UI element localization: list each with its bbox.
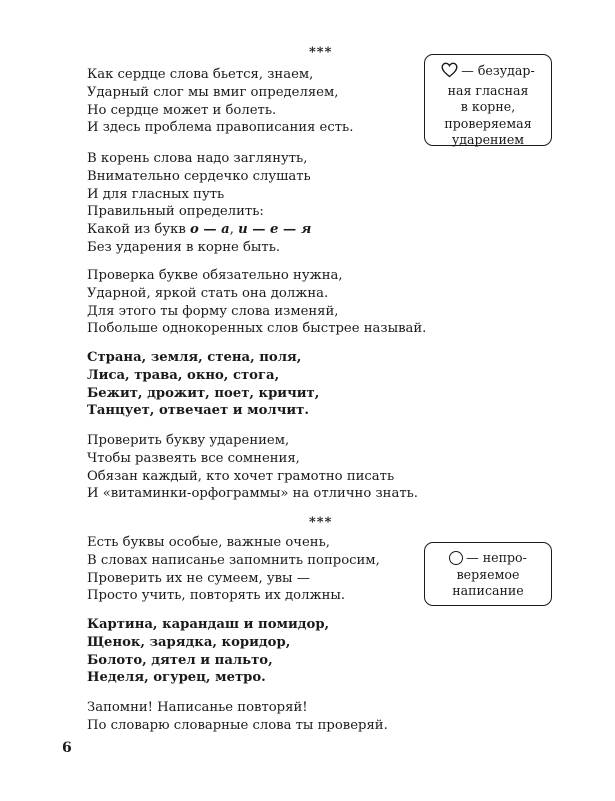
word-list-line: Страна, земля, стена, поля, bbox=[87, 350, 302, 365]
legend-text: написание bbox=[452, 583, 524, 599]
poem-line: В словах написанье запомнить попросим, bbox=[87, 552, 380, 568]
legend-text: ная гласная bbox=[447, 82, 529, 98]
vowel-e: е bbox=[270, 222, 279, 238]
vowel-i: и bbox=[238, 222, 248, 238]
poem-line: Без ударения в корне быть. bbox=[87, 239, 281, 255]
vowel-o: о bbox=[189, 222, 199, 238]
poem2-stanza1 bbox=[87, 534, 380, 605]
word-list-line: Бежит, дрожит, поет, кричит, bbox=[87, 385, 320, 401]
word-list-line: Неделя, огурец, метро. bbox=[87, 670, 266, 686]
circle-icon bbox=[449, 551, 463, 565]
poem-line: Проверить их не сумеем, увы — bbox=[87, 570, 310, 586]
poem1-stanza1 bbox=[87, 66, 353, 137]
poem-line: В корень слова надо заглянуть, bbox=[87, 151, 308, 166]
word-list-line: Картина, карандаш и помидор, bbox=[87, 617, 330, 632]
poem-line: По словарю словарные слова ты проверяй. bbox=[87, 717, 388, 733]
poem-line: Побольше однокоренных слов быстрее называй. bbox=[87, 321, 427, 337]
legend-text: проверяемая bbox=[444, 115, 532, 131]
poem1-stanza4-word-list bbox=[87, 349, 319, 420]
word-list-line: Лиса, трава, окно, стога, bbox=[87, 367, 280, 383]
poem-line: Ударный слог мы вмиг определяем, bbox=[87, 84, 339, 100]
poem2-stanza2-word-list bbox=[87, 616, 329, 687]
poem-line: Внимательно сердечко слушать bbox=[87, 168, 311, 184]
poem-line: И для гласных путь bbox=[87, 186, 225, 202]
legend-text: в корне, bbox=[460, 99, 516, 115]
dash: — bbox=[198, 222, 222, 238]
legend-heart-first-line bbox=[425, 62, 551, 83]
legend-text: ударением bbox=[451, 132, 525, 148]
legend-circle-box bbox=[424, 542, 552, 606]
poem-line: Ударной, яркой стать она должна. bbox=[87, 285, 329, 301]
section-separator-2: *** bbox=[309, 515, 333, 530]
poem-line: Есть буквы особые, важные очень, bbox=[87, 535, 330, 550]
heart-icon bbox=[441, 62, 458, 83]
poem-line: Чтобы развеять все сомнения, bbox=[87, 450, 300, 466]
dash: — bbox=[247, 222, 271, 238]
poem-line: Обязан каждый, кто хочет грамотно писать bbox=[87, 468, 395, 484]
vowel-ya: я bbox=[300, 222, 312, 238]
poem1-stanza2 bbox=[87, 150, 311, 257]
word-list-line: Танцует, отвечает и молчит. bbox=[87, 403, 309, 419]
line-prefix: Какой из букв bbox=[87, 222, 190, 238]
legend-text: — безудар- bbox=[461, 63, 535, 78]
poem-line: Проверить букву ударением, bbox=[87, 433, 290, 448]
poem2-stanza3 bbox=[87, 699, 388, 735]
poem-line: Для этого ты форму слова изменяй, bbox=[87, 303, 339, 319]
poem-line-vowel-pairs bbox=[87, 221, 311, 239]
section-separator-1: *** bbox=[309, 45, 333, 60]
dash: — bbox=[278, 222, 301, 238]
vowel-a: а bbox=[221, 222, 230, 238]
poem-line: Как сердце слова бьется, знаем, bbox=[87, 67, 314, 82]
page-number: 6 bbox=[62, 740, 72, 756]
poem-line: И здесь проблема правописания есть. bbox=[87, 120, 354, 136]
poem-line: Но сердце может и болеть. bbox=[87, 102, 277, 118]
word-list-line: Щенок, зарядка, коридор, bbox=[87, 634, 291, 650]
poem1-stanza3 bbox=[87, 267, 426, 338]
legend-circle-first-line bbox=[425, 550, 551, 567]
poem-line: Запомни! Написанье повторяй! bbox=[87, 700, 308, 715]
legend-text: — непро- bbox=[466, 550, 527, 565]
poem-line: Просто учить, повторять их должны. bbox=[87, 588, 346, 604]
word-list-line: Болото, дятел и пальто, bbox=[87, 652, 273, 668]
poem1-stanza5 bbox=[87, 432, 418, 503]
poem-line: Правильный определить: bbox=[87, 204, 264, 220]
poem-line: И «витаминки-орфограммы» на отлично знать. bbox=[87, 486, 418, 502]
comma: , bbox=[229, 222, 239, 238]
legend-text: веряемое bbox=[456, 566, 520, 582]
legend-heart-box bbox=[424, 54, 552, 146]
poem-line: Проверка букве обязательно нужна, bbox=[87, 268, 343, 283]
